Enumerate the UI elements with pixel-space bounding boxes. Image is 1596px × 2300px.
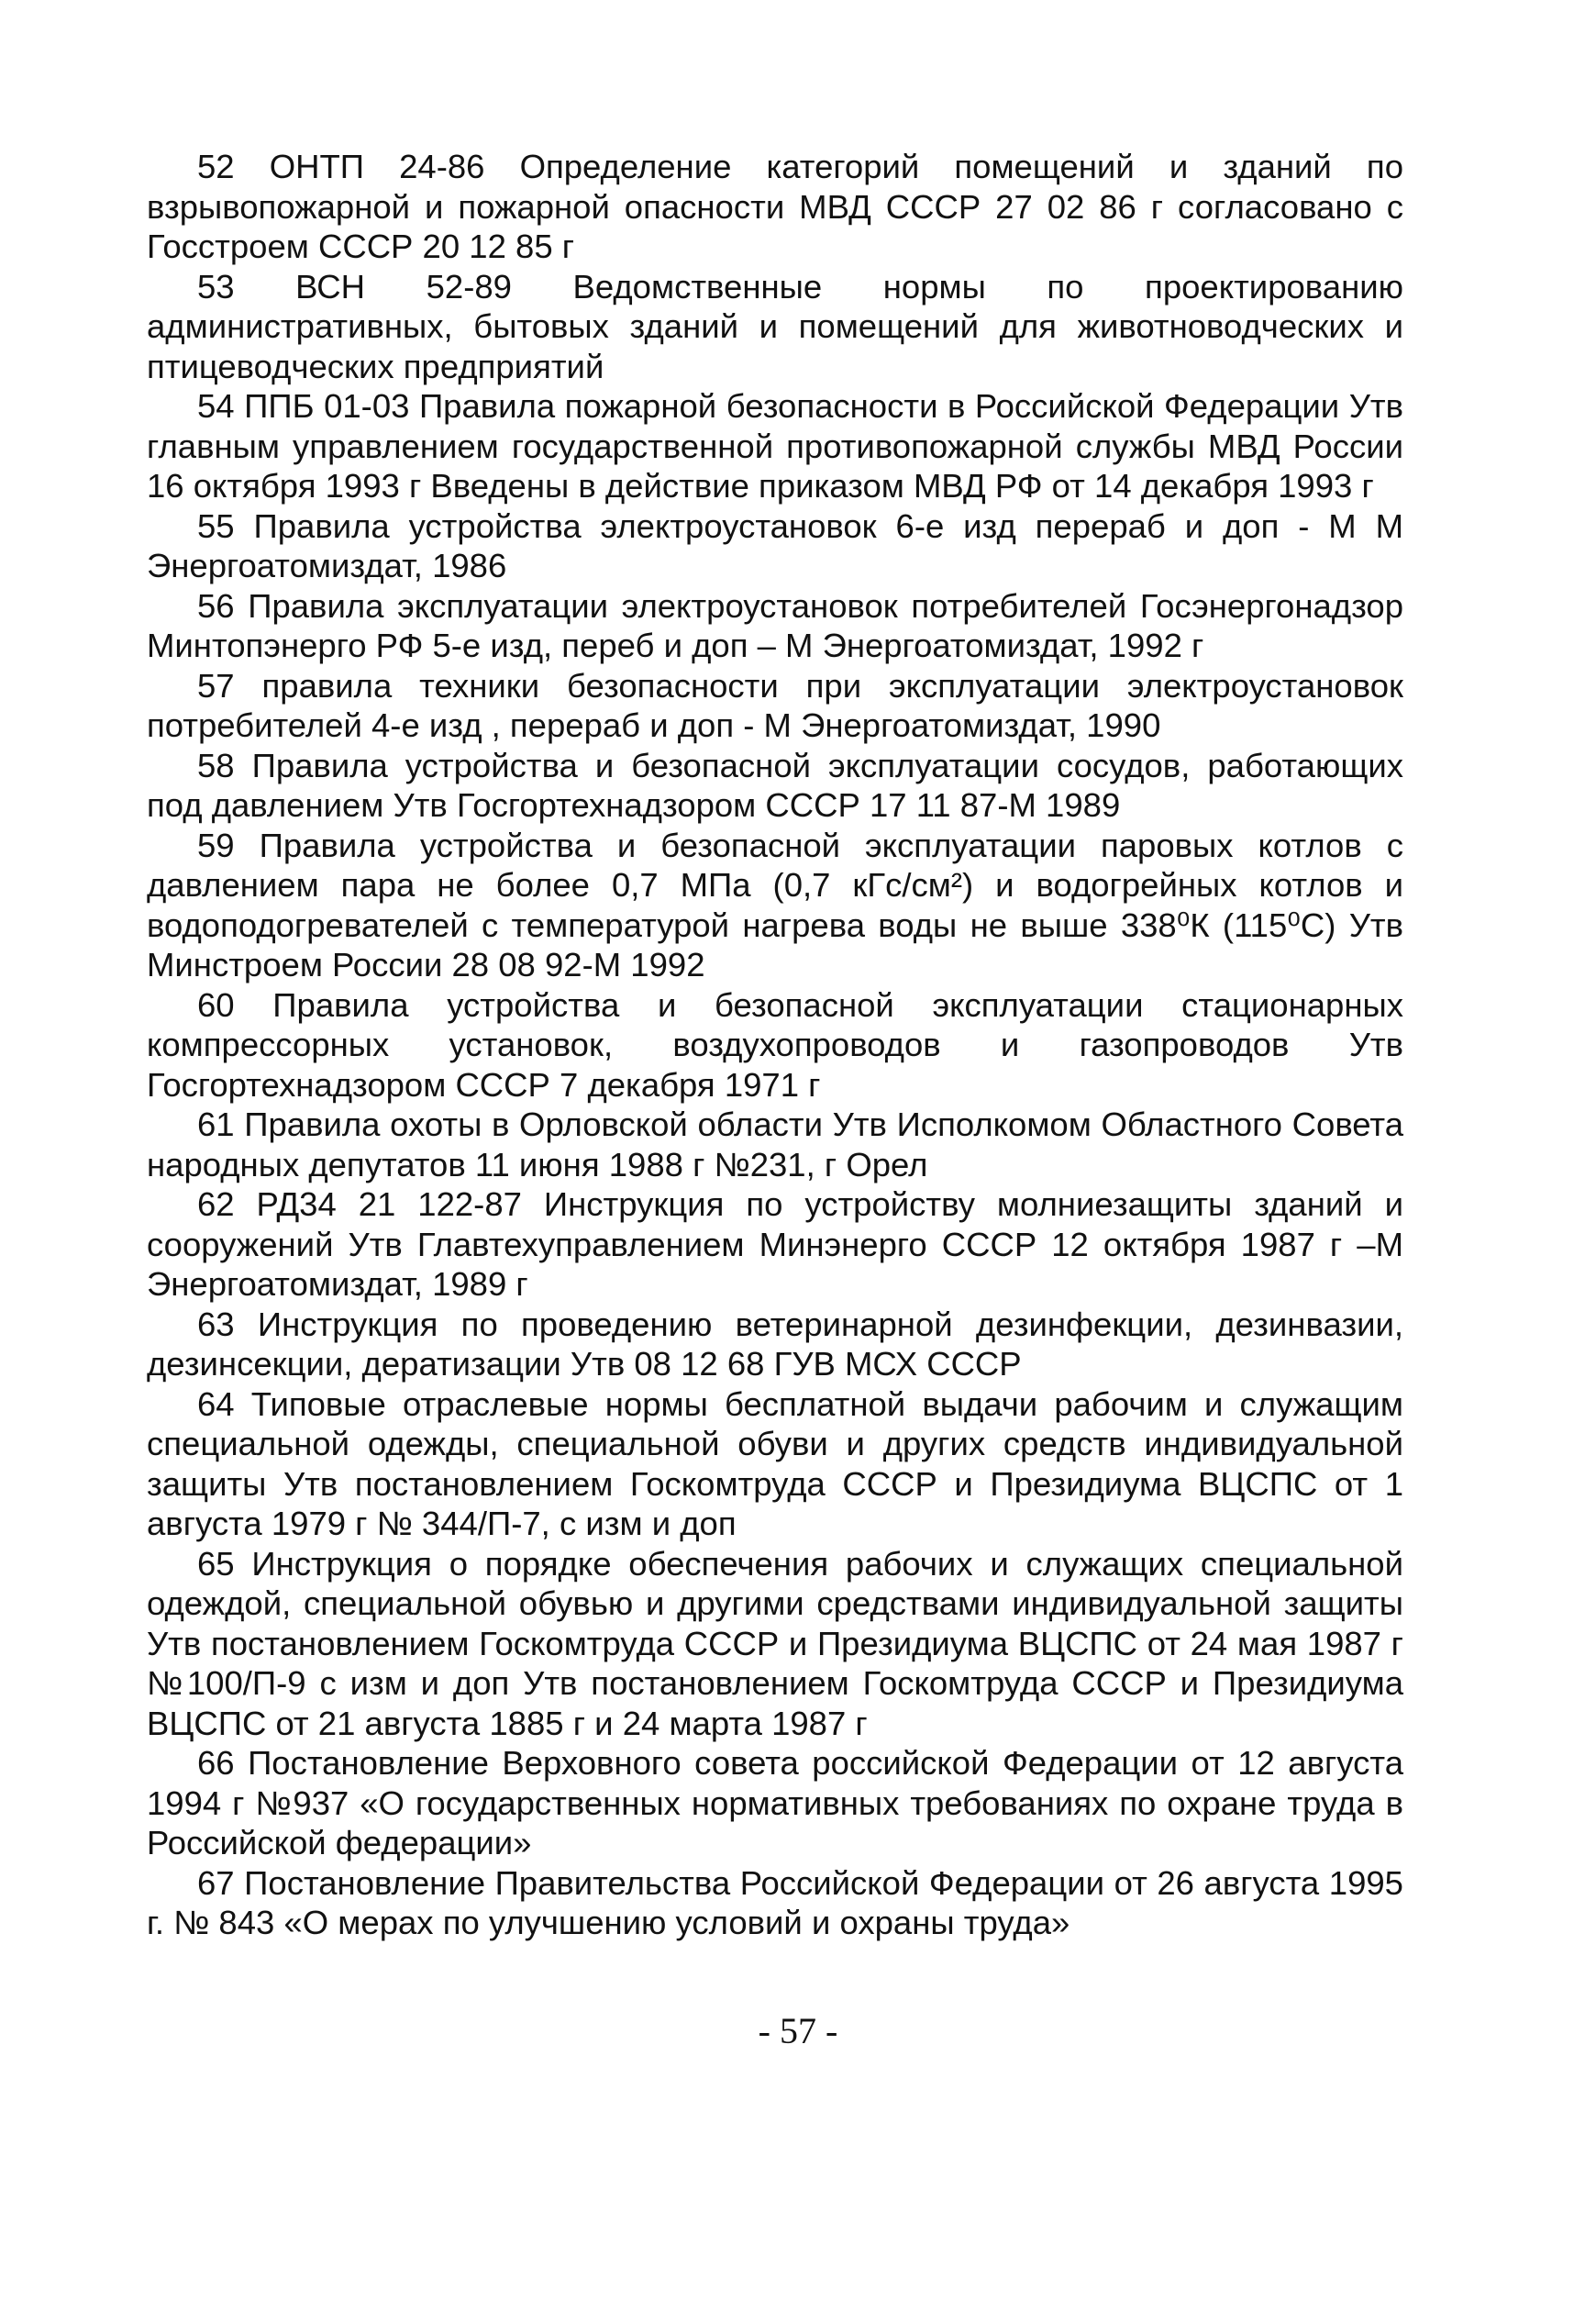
bibliography-entry-58: 58 Правила устройства и безопасной эксплуатации сосудов, работающих под давлением Утв Госгортехнадзором СССР 17 11 87-М 1989 — [147, 746, 1403, 824]
bibliography-entry-65: 65 Инструкция о порядке обеспечения рабочих и служащих специальной одеждой, специальной обувью и другими средствами индивидуальной защиты Утв постановлением Госкомтруда СССР и Президиума ВЦСПС от 24 мая 1987 г №100/П-9 с изм и доп Утв постановлением Госкомтруда СССР и Президиума ВЦСПС от 21 августа 1885 г и 24 марта 1987 г — [147, 1544, 1403, 1742]
page-number: - 57 - — [758, 2010, 838, 2051]
bibliography-entry-63: 63 Инструкция по проведению ветеринарной дезинфекции, дезинвазии, дезинсекции, дератизации Утв 08 12 68 ГУВ МСХ СССР — [147, 1305, 1403, 1383]
bibliography-entry-55: 55 Правила устройства электроустановок 6-е изд перераб и доп - М М Энергоатомиздат, 1986 — [147, 506, 1403, 584]
bibliography-entry-66: 66 Постановление Верховного совета российской Федерации от 12 августа 1994 г №937 «О государственных нормативных требованиях по охране труда в Российской федерации» — [147, 1744, 1403, 1861]
bibliography-entry-52: 52 ОНТП 24-86 Определение категорий помещений и зданий по взрывопожарной и пожарной опасности МВД СССР 27 02 86 г согласовано с Госстроем СССР 20 12 85 г — [147, 148, 1403, 265]
bibliography-entry-57: 57 правила техники безопасности при эксплуатации электроустановок потребителей 4-е изд , перераб и доп - М Энергоатомиздат, 1990 — [147, 666, 1403, 744]
bibliography-entry-61: 61 Правила охоты в Орловской области Утв Исполкомом Областного Совета народных депутатов 11 июня 1988 г №231, г Орел — [147, 1106, 1403, 1183]
bibliography-entry-56: 56 Правила эксплуатации электроустановок потребителей Госэнергонадзор Минтопэнерго РФ 5-е изд, переб и доп – М Энергоатомиздат, 1992 г — [147, 586, 1403, 664]
bibliography-entry-67: 67 Постановление Правительства Российской Федерации от 26 августа 1995 г. № 843 «О мерах по улучшению условий и охраны труда» — [147, 1863, 1403, 1941]
bibliography-entry-53: 53 ВСН 52-89 Ведомственные нормы по проектированию административных, бытовых зданий и помещений для животноводческих и птицеводческих предприятий — [147, 267, 1403, 385]
bibliography-entry-62: 62 РД34 21 122-87 Инструкция по устройству молниезащиты зданий и сооружений Утв Главтехуправлением Минэнерго СССР 12 октября 1987 г –М Энергоатомиздат, 1989 г — [147, 1185, 1403, 1303]
bibliography-entry-64: 64 Типовые отраслевые нормы бесплатной выдачи рабочим и служащим специальной одежды, специальной обуви и других средств индивидуальной защиты Утв постановлением Госкомтруда СССР и Президиума ВЦСПС от 1 августа 1979 г № 344/П-7, с изм и доп — [147, 1384, 1403, 1542]
bibliography-entry-54: 54 ППБ 01-03 Правила пожарной безопасности в Российской Федерации Утв главным управлением государственной противопожарной службы МВД России 16 октября 1993 г Введены в действие приказом МВД РФ от 14 декабря 1993 г — [147, 387, 1403, 505]
bibliography-entry-60: 60 Правила устройства и безопасной эксплуатации стационарных компрессорных установок, воздухопроводов и газопроводов Утв Госгортехнадзором СССР 7 декабря 1971 г — [147, 985, 1403, 1104]
bibliography-entry-59: 59 Правила устройства и безопасной эксплуатации паровых котлов с давлением пара не более 0,7 МПа (0,7 кГс/см²) и водогрейных котлов и водоподогревателей с температурой нагрева воды не выше 338⁰К (115⁰С) Утв Минстроем России 28 08 92-М 1992 — [147, 826, 1403, 983]
bibliography-list — [147, 147, 1403, 1943]
